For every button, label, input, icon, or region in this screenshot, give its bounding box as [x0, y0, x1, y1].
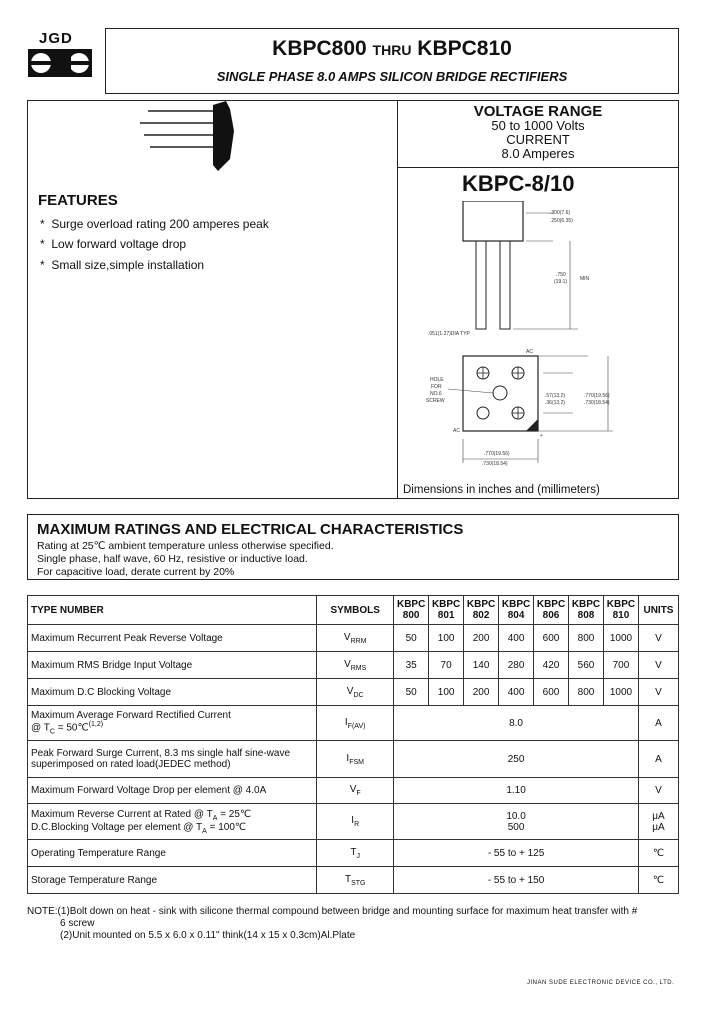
table-row: [28, 804, 679, 840]
dim-label: MIN: [580, 276, 590, 282]
dim-label: HOLE: [430, 377, 444, 383]
param-name: Maximum Reverse Current at Rated @ $T_A$ = 25℃ D.C.Blocking Voltage per element @ $T_A$ = 100℃: [28, 804, 317, 840]
param-name: Maximum Recurrent Peak Reverse Voltage: [28, 625, 317, 652]
unit-cell: V: [638, 652, 678, 679]
note-1-cont: 6 screw: [60, 918, 95, 929]
value-cell: 35: [394, 652, 429, 679]
symbol-cell: $V_{RMS}$: [317, 652, 394, 679]
value-cell: 100: [429, 625, 464, 652]
unit-cell: ℃: [638, 840, 678, 867]
value-cell: 560: [569, 652, 604, 679]
header-type-number: TYPE NUMBER: [28, 596, 317, 625]
header-symbols: SYMBOLS: [317, 596, 394, 625]
dim-label: SCREW: [426, 398, 445, 404]
current-label: CURRENT: [506, 132, 570, 147]
note-1: NOTE:(1)Bolt down on heat - sink with silicone thermal compound between bridge and mounting surface for maximum heat transfer with #: [27, 906, 638, 917]
param-name: Peak Forward Surge Current, 8.3 ms single half sine-wave superimposed on rated load(JEDEC method): [28, 741, 317, 778]
unit-cell: V: [638, 778, 678, 804]
dim-label: .770(19.56): [484, 451, 510, 457]
value-cell: 700: [603, 652, 638, 679]
param-name: Maximum D.C Blocking Voltage: [28, 679, 317, 706]
value-cell: 10.0 500: [394, 804, 639, 840]
current-value: 8.0 Amperes: [501, 146, 575, 161]
unit-cell: μA μA: [638, 804, 678, 840]
table-row: [28, 840, 679, 867]
header-units: UNITS: [638, 596, 678, 625]
voltage-range-heading: VOLTAGE RANGE: [473, 103, 603, 120]
header-part: KBPC 800: [394, 596, 429, 625]
diode-logo-icon: [27, 48, 93, 78]
value-cell: 1000: [603, 625, 638, 652]
feature-item: * Surge overload rating 200 amperes peak: [40, 217, 269, 231]
feature-item: * Low forward voltage drop: [40, 237, 187, 251]
param-name: Operating Temperature Range: [28, 840, 317, 867]
param-name: Storage Temperature Range: [28, 867, 317, 894]
symbol-cell: $T_{STG}$: [317, 867, 394, 894]
value-cell: 70: [429, 652, 464, 679]
dim-label: AC: [453, 428, 460, 434]
divider: [398, 167, 678, 168]
symbol-cell: $V_{DC}$: [317, 679, 394, 706]
voltage-range-value: 50 to 1000 Volts: [491, 118, 585, 133]
value-cell: 200: [464, 679, 499, 706]
header-part: KBPC 802: [464, 596, 499, 625]
dim-label: AC: [526, 349, 533, 355]
company-logo-text: JGD: [39, 30, 73, 47]
dim-label: .051(1.27)DIA TYP: [428, 331, 470, 337]
dim-label: FOR: [431, 384, 442, 390]
header-part: KBPC 808: [569, 596, 604, 625]
dim-label: .57(13.2): [545, 393, 566, 399]
value-cell: 50: [394, 625, 429, 652]
value-cell: 280: [499, 652, 534, 679]
features-heading: FEATURES: [38, 192, 118, 209]
value-cell: 800: [569, 625, 604, 652]
symbol-cell: $T_J$: [317, 840, 394, 867]
page-title: KBPC800 THRU KBPC810: [272, 37, 512, 60]
value-cell: 8.0: [394, 706, 639, 741]
dim-label: +: [540, 433, 543, 439]
table-row: [28, 679, 679, 706]
unit-cell: A: [638, 741, 678, 778]
table-row: [28, 867, 679, 894]
symbol-cell: $V_{RRM}$: [317, 625, 394, 652]
table-row: [28, 652, 679, 679]
ratings-box: [27, 514, 679, 580]
dim-label: .250(6.35): [550, 218, 573, 224]
header-part: KBPC 810: [603, 596, 638, 625]
value-cell: 1000: [603, 679, 638, 706]
value-cell: 140: [464, 652, 499, 679]
ratings-line: Rating at 25℃ ambient temperature unless otherwise specified.: [37, 540, 334, 552]
title-box: [105, 28, 679, 94]
symbol-cell: $I_R$: [317, 804, 394, 840]
package-dimension-drawing: [408, 201, 668, 486]
param-name: Maximum Forward Voltage Drop per element @ 4.0A: [28, 778, 317, 804]
dim-label: NO.6: [430, 391, 442, 397]
value-cell: 100: [429, 679, 464, 706]
specifications-table: [27, 595, 679, 894]
dim-label: .730(18.54): [584, 400, 610, 406]
dim-label: (19.1): [554, 279, 568, 285]
note-2: (2)Unit mounted on 5.5 x 6.0 x 0.11" think(14 x 15 x 0.3cm)Al.Plate: [60, 930, 356, 941]
dimensions-caption: Dimensions in inches and (millimeters): [403, 484, 600, 496]
value-cell: 800: [569, 679, 604, 706]
page-subtitle: SINGLE PHASE 8.0 AMPS SILICON BRIDGE RECTIFIERS: [216, 69, 568, 84]
dim-label: .300(7.6): [550, 210, 571, 216]
param-name: Maximum RMS Bridge Input Voltage: [28, 652, 317, 679]
right-info-box: [397, 100, 679, 499]
unit-cell: A: [638, 706, 678, 741]
table-row: [28, 741, 679, 778]
dim-label: .36(13.2): [545, 400, 566, 406]
value-cell: - 55 to + 150: [394, 867, 639, 894]
ratings-heading: MAXIMUM RATINGS AND ELECTRICAL CHARACTERISTICS: [37, 521, 464, 538]
value-cell: 400: [499, 625, 534, 652]
table-row: [28, 706, 679, 741]
package-side-view-image: [138, 101, 278, 173]
unit-cell: ℃: [638, 867, 678, 894]
table-header-row: [28, 596, 679, 625]
value-cell: - 55 to + 125: [394, 840, 639, 867]
value-cell: 1.10: [394, 778, 639, 804]
dim-label: .770(19.56): [584, 393, 610, 399]
value-cell: 600: [534, 625, 569, 652]
symbol-cell: $I_{F(AV)}$: [317, 706, 394, 741]
param-name: Maximum Average Forward Rectified Current @ $T_C$ = 50℃$^{(1,2)}$: [28, 706, 317, 741]
dim-label: .750: [556, 272, 566, 278]
dim-label: .730(18.54): [482, 461, 508, 467]
header-part: KBPC 804: [499, 596, 534, 625]
voltage-range-block: [398, 105, 678, 161]
unit-cell: V: [638, 625, 678, 652]
package-name: KBPC-8/10: [462, 171, 575, 196]
table-row: [28, 625, 679, 652]
value-cell: 50: [394, 679, 429, 706]
value-cell: 420: [534, 652, 569, 679]
footer-company: JINAN SUDE ELECTRONIC DEVICE CO., LTD.: [527, 980, 675, 986]
left-info-box: [27, 100, 398, 499]
value-cell: 250: [394, 741, 639, 778]
header-part: KBPC 806: [534, 596, 569, 625]
value-cell: 200: [464, 625, 499, 652]
header-part: KBPC 801: [429, 596, 464, 625]
value-cell: 400: [499, 679, 534, 706]
ratings-line: Single phase, half wave, 60 Hz, resistive or inductive load.: [37, 553, 308, 565]
unit-cell: V: [638, 679, 678, 706]
symbol-cell: $I_{FSM}$: [317, 741, 394, 778]
table-row: [28, 778, 679, 804]
ratings-line: For capacitive load, derate current by 20%: [37, 566, 235, 578]
feature-item: * Small size,simple installation: [40, 258, 205, 272]
value-cell: 600: [534, 679, 569, 706]
symbol-cell: $V_F$: [317, 778, 394, 804]
